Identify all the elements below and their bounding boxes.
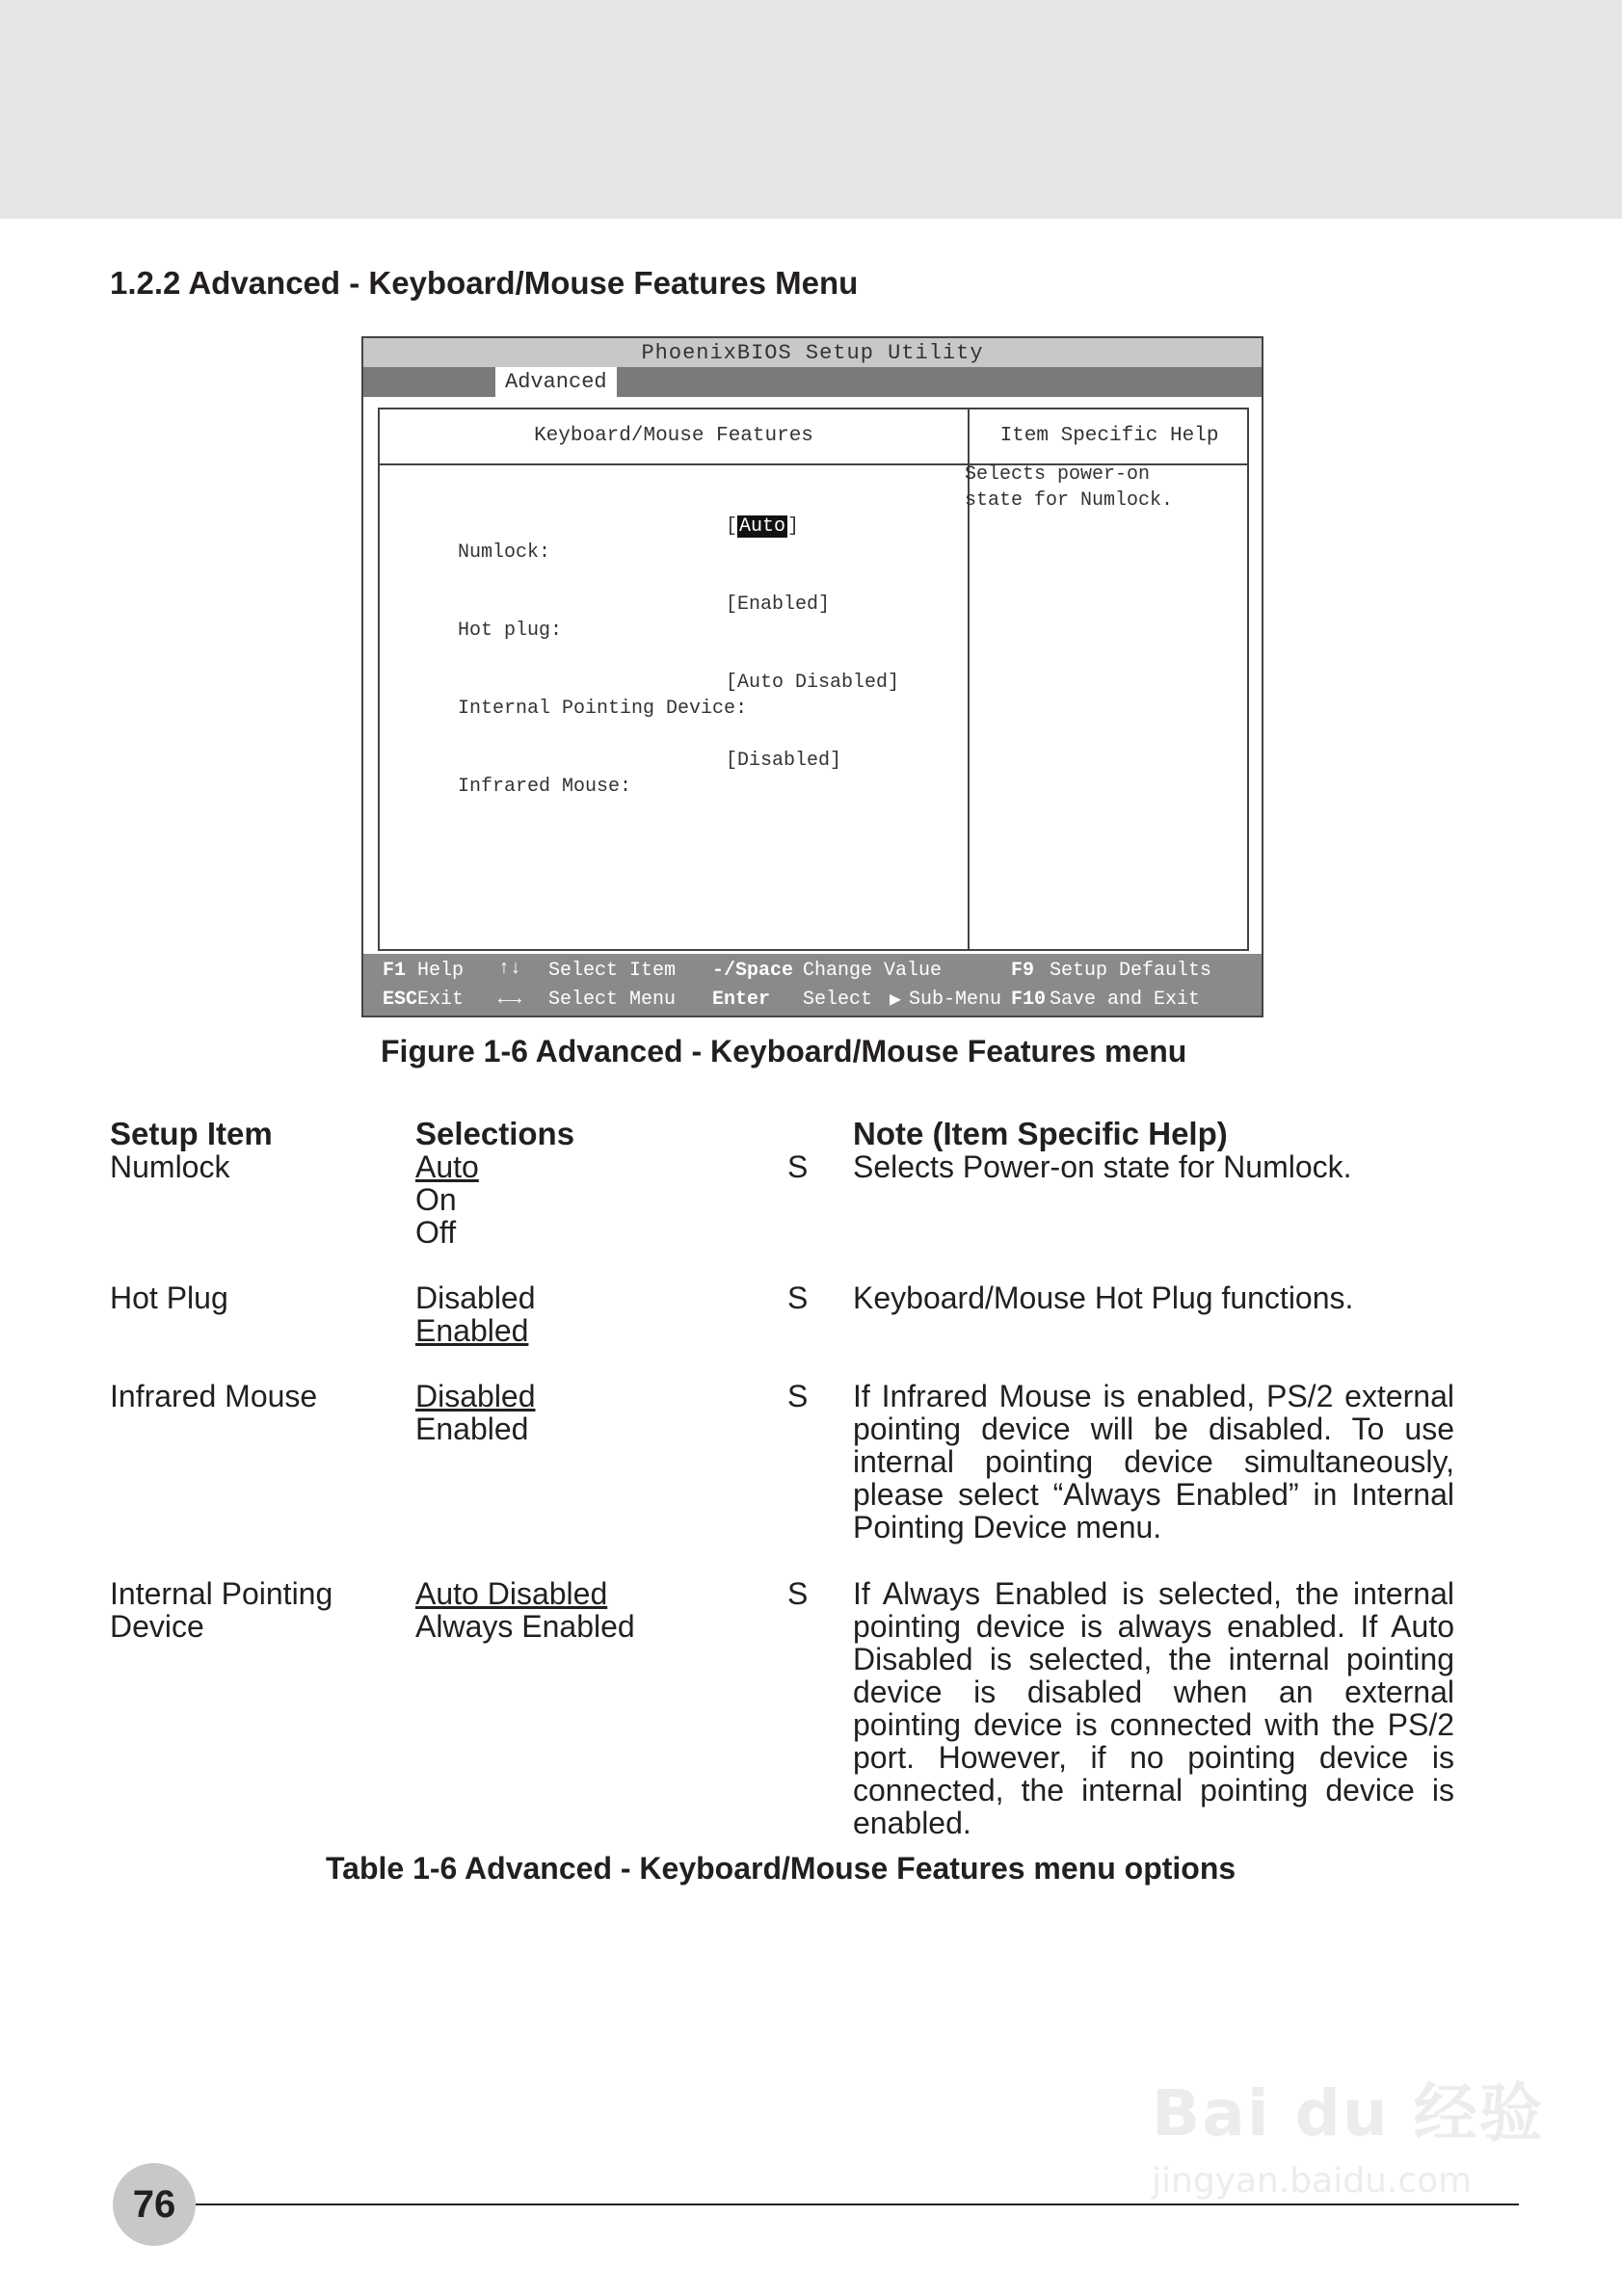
note-text: If Always Enabled is selected, the internal pointing device is always enabled. If Auto Disabled is selected, the internal pointing device is disabled when an external pointing device is connected with the PS/2 port. However, if no pointing device is connected, the internal pointing device is enabled. [853, 1576, 1454, 1840]
setup-item-name: Numlock [110, 1149, 230, 1184]
bios-item-internal-pointing [388, 670, 947, 720]
f1-label: Help [417, 960, 465, 982]
select-label: Select [803, 989, 873, 1011]
bios-tab-advanced: Advanced [495, 367, 617, 397]
flag: S [787, 1149, 809, 1184]
selection-default: Auto Disabled [415, 1576, 608, 1611]
bios-selected-value: Auto [739, 515, 786, 538]
selection-default: Disabled [415, 1379, 536, 1413]
bios-item-value: [ Auto ] [726, 515, 800, 538]
bios-menubar [363, 367, 1262, 397]
bios-help-title: Item Specific Help [999, 425, 1219, 447]
bios-item-numlock [388, 514, 947, 564]
setup-item-line: Internal Pointing [110, 1576, 333, 1611]
bios-title: PhoenixBIOS Setup Utility [363, 338, 1262, 367]
selection-option: Disabled [415, 1280, 536, 1315]
header-note: Note (Item Specific Help) [853, 1116, 1228, 1151]
page-number: 76 [113, 2163, 196, 2246]
bios-item-value: [Enabled] [726, 594, 831, 616]
bios-panel-title: Keyboard/Mouse Features [534, 425, 813, 447]
figure-caption: Figure 1-6 Advanced - Keyboard/Mouse Features menu [381, 1034, 1187, 1069]
submenu-triangle-icon: ▶ [890, 990, 902, 1012]
flag: S [787, 1379, 809, 1413]
note-text: If Infrared Mouse is enabled, PS/2 external pointing device will be disabled. To use internal pointing device simultaneously, please select “Always Enabled” in Internal Pointing Device menu. [853, 1379, 1454, 1544]
bios-item-label: Internal Pointing Device: [458, 698, 748, 720]
bios-item-list [388, 462, 947, 826]
bios-help-line: state for Numlock. [965, 489, 1174, 512]
selection-option: Off [415, 1215, 457, 1250]
esc-key: ESC [383, 989, 418, 1011]
left-right-arrows-icon: ←→ [498, 989, 522, 1011]
selection-list [415, 1281, 536, 1347]
enter-key: Enter [712, 989, 771, 1011]
bios-item-hot-plug [388, 592, 947, 642]
watermark-text: Bai du 经验 [1152, 2076, 1545, 2151]
selection-option: Always Enabled [415, 1609, 635, 1644]
change-value-label: Change Value [803, 960, 943, 982]
bios-help-text [965, 462, 1225, 514]
setup-item-name [110, 1577, 332, 1643]
bios-item-label: Hot plug: [458, 620, 563, 642]
bios-footer [363, 954, 1262, 1016]
up-down-arrows-icon: ↑↓ [498, 958, 522, 980]
submenu-label: Sub-Menu [909, 989, 1002, 1011]
select-menu-label: Select Menu [548, 989, 677, 1011]
bios-screenshot [361, 336, 1263, 1017]
setup-item-line: Device [110, 1609, 204, 1644]
setup-defaults-label: Setup Defaults [1050, 960, 1212, 982]
note-text: Selects Power-on state for Numlock. [853, 1149, 1352, 1184]
selection-list [415, 1150, 479, 1249]
bios-item-value: [Disabled] [726, 750, 842, 772]
exit-label: Exit [417, 989, 465, 1011]
save-exit-label: Save and Exit [1050, 989, 1201, 1011]
bios-help-line: Selects power-on [965, 463, 1151, 486]
selection-option: Enabled [415, 1412, 529, 1446]
note-text: Keyboard/Mouse Hot Plug functions. [853, 1280, 1354, 1315]
selection-list [415, 1577, 635, 1643]
selection-list [415, 1380, 536, 1445]
bios-item-label: Infrared Mouse: [458, 776, 632, 798]
f9-key: F9 [1011, 960, 1035, 982]
bios-item-label: Numlock: [458, 541, 551, 564]
header-selections: Selections [415, 1116, 575, 1151]
watermark-logo [1152, 2062, 1545, 2201]
section-heading: 1.2.2 Advanced - Keyboard/Mouse Features Menu [110, 265, 859, 301]
selection-option: On [415, 1182, 457, 1217]
setup-item-name: Hot Plug [110, 1280, 228, 1315]
f1-key: F1 [383, 960, 407, 982]
selection-default: Enabled [415, 1313, 529, 1348]
header-setup-item: Setup Item [110, 1116, 273, 1151]
space-key: -/Space [712, 960, 794, 982]
setup-item-name: Infrared Mouse [110, 1379, 318, 1413]
bios-item-value: [Auto Disabled] [726, 672, 900, 694]
table-caption: Table 1-6 Advanced - Keyboard/Mouse Features menu options [326, 1851, 1236, 1886]
footer-rule [196, 2204, 1519, 2205]
bios-item-infrared-mouse [388, 748, 947, 798]
top-margin-band [0, 0, 1622, 219]
selection-default: Auto [415, 1149, 479, 1184]
watermark-url: jingyan.baidu.com [1152, 2161, 1473, 2201]
flag: S [787, 1576, 809, 1611]
flag: S [787, 1280, 809, 1315]
f10-key: F10 [1011, 989, 1047, 1011]
select-item-label: Select Item [548, 960, 677, 982]
